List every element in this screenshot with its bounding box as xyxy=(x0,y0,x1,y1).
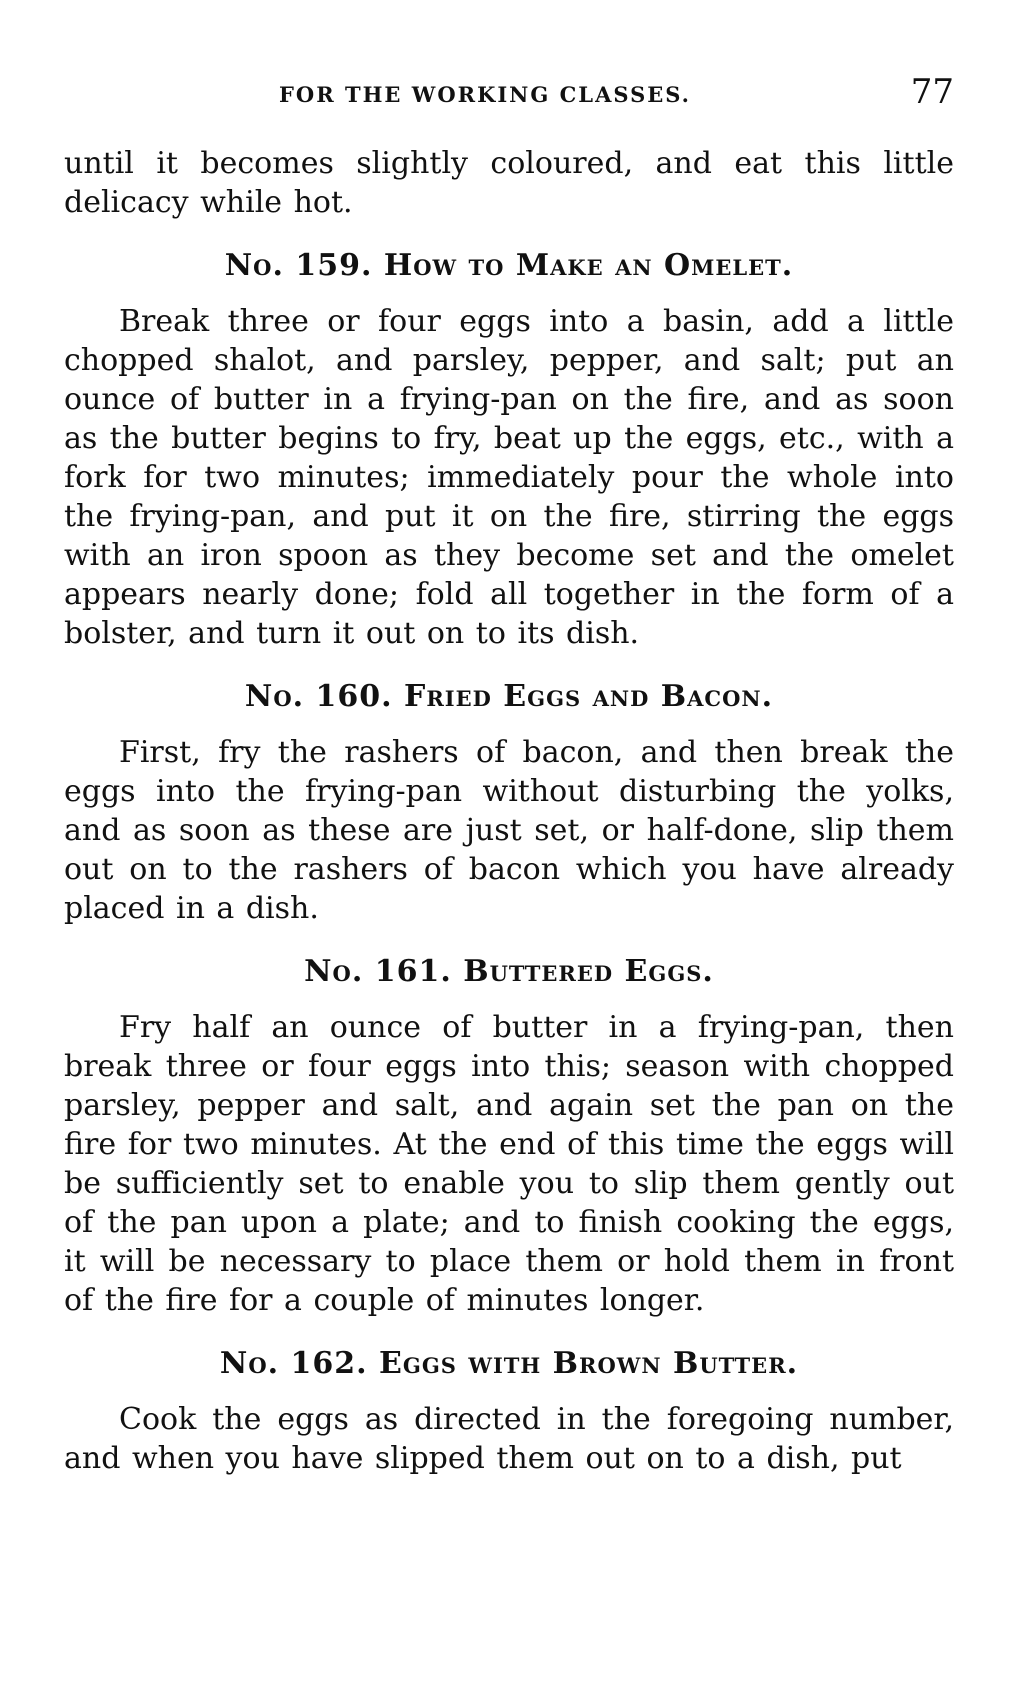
continued-paragraph: until it becomes slightly coloured, and eat this little delicacy while hot. xyxy=(64,146,954,220)
recipe-heading-160: No. 160. Fried Eggs and Bacon. xyxy=(244,679,774,714)
recipe-heading-161: No. 161. Buttered Eggs. xyxy=(304,954,714,989)
running-head xyxy=(64,70,954,120)
recipe-body-159: Break three or four eggs into a basin, add a little chopped shalot, and parsley, pepper, and salt; put an ounce of butter in a frying-pan on the fire, and as soon as the butter begins to fry, beat up the eggs, etc., with a fork for two minutes; immediately pour the whole into the frying-pan, and put it on the fire, stirring the eggs with an iron spoon as they become set and the omelet appears nearly done; fold all together in the form of a bolster, and turn it out on to its dish. xyxy=(64,304,954,651)
recipe-heading-162: No. 162. Eggs with Brown Butter. xyxy=(219,1346,799,1381)
page-number: 77 xyxy=(910,72,954,112)
recipe-body-162: Cook the eggs as directed in the foregoing number, and when you have slipped them out on to a dish, put xyxy=(64,1402,954,1476)
running-title: FOR THE WORKING CLASSES. xyxy=(279,82,691,107)
book-page xyxy=(64,70,954,1478)
recipe-body-160: First, fry the rashers of bacon, and then break the eggs into the frying-pan without disturbing the yolks, and as soon as these are just set, or half-done, slip them out on to the rashers of bacon which you have already placed in a dish. xyxy=(64,735,954,926)
recipe-body-161: Fry half an ounce of butter in a frying-pan, then break three or four eggs into this; season with chopped parsley, pepper and salt, and again set the pan on the fire for two minutes. At the end of this time the eggs will be sufficiently set to enable you to slip them gently out of the pan upon a plate; and to finish cooking the eggs, it will be necessary to place them or hold them in front of the fire for a couple of minutes longer. xyxy=(64,1010,954,1318)
recipe-heading-159: No. 159. How to Make an Omelet. xyxy=(224,248,794,283)
